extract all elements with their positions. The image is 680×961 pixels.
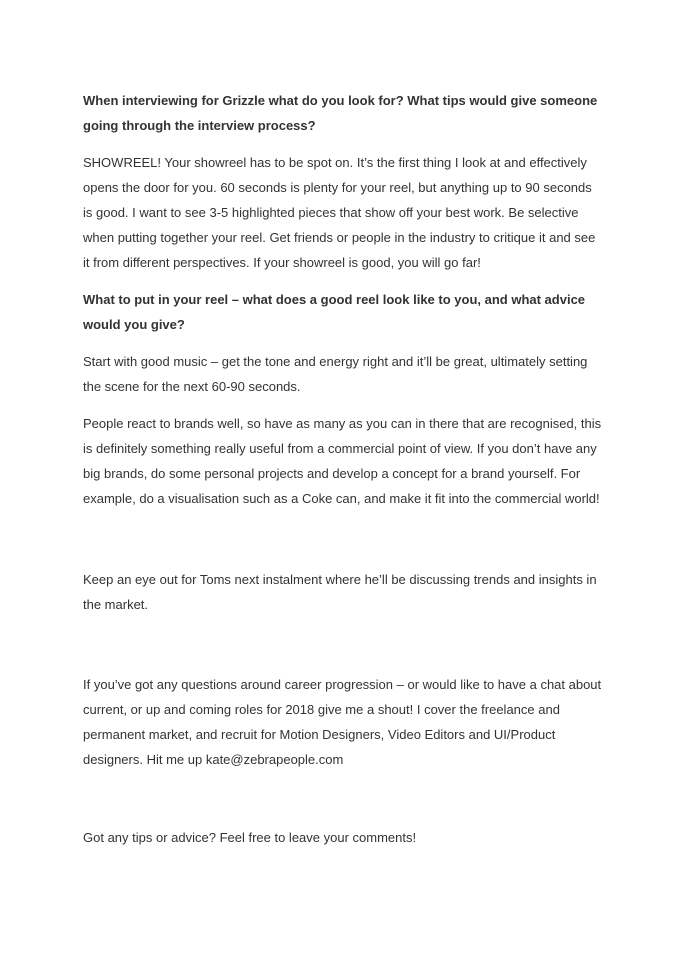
- document-page: [83, 88, 603, 850]
- brands-advice-paragraph: People react to brands well, so have as many as you can in there that are recognised, this is definitely something really useful from a commercial point of view. If you don’t have any big brands, do some personal projects and develop a concept for a brand yourself. For example, do a visualisation such as a Coke can, and make it fit into the commercial world!: [83, 416, 602, 506]
- reel-question-heading: What to put in your reel – what does a good reel look like to you, and what advice would you give?: [83, 292, 586, 332]
- next-instalment-paragraph: Keep an eye out for Toms next instalment where he’ll be discussing trends and insights in the market.: [83, 572, 597, 612]
- closing-paragraph: Got any tips or advice? Feel free to leave your comments!: [83, 830, 417, 845]
- contact-paragraph: If you’ve got any questions around career progression – or would like to have a chat about current, or up and coming roles for 2018 give me a shout! I cover the freelance and permanent market, and recruit for Motion Designers, Video Editors and UI/Product designers. Hit me up kate@zebrapeople.com: [83, 677, 602, 767]
- showreel-answer-paragraph: SHOWREEL! Your showreel has to be spot on. It’s the first thing I look at and effectively opens the door for you. 60 seconds is plenty for your reel, but anything up to 90 seconds is good. I want to see 3-5 highlighted pieces that show off your best work. Be selective when putting together your reel. Get friends or people in the industry to critique it and see it from different perspectives. If your showreel is good, you will go far!: [83, 155, 596, 270]
- music-advice-paragraph: Start with good music – get the tone and energy right and it’ll be great, ultimately setting the scene for the next 60-90 seconds.: [83, 354, 588, 394]
- interview-question-heading: When interviewing for Grizzle what do you look for? What tips would give someone going through the interview process?: [83, 93, 598, 133]
